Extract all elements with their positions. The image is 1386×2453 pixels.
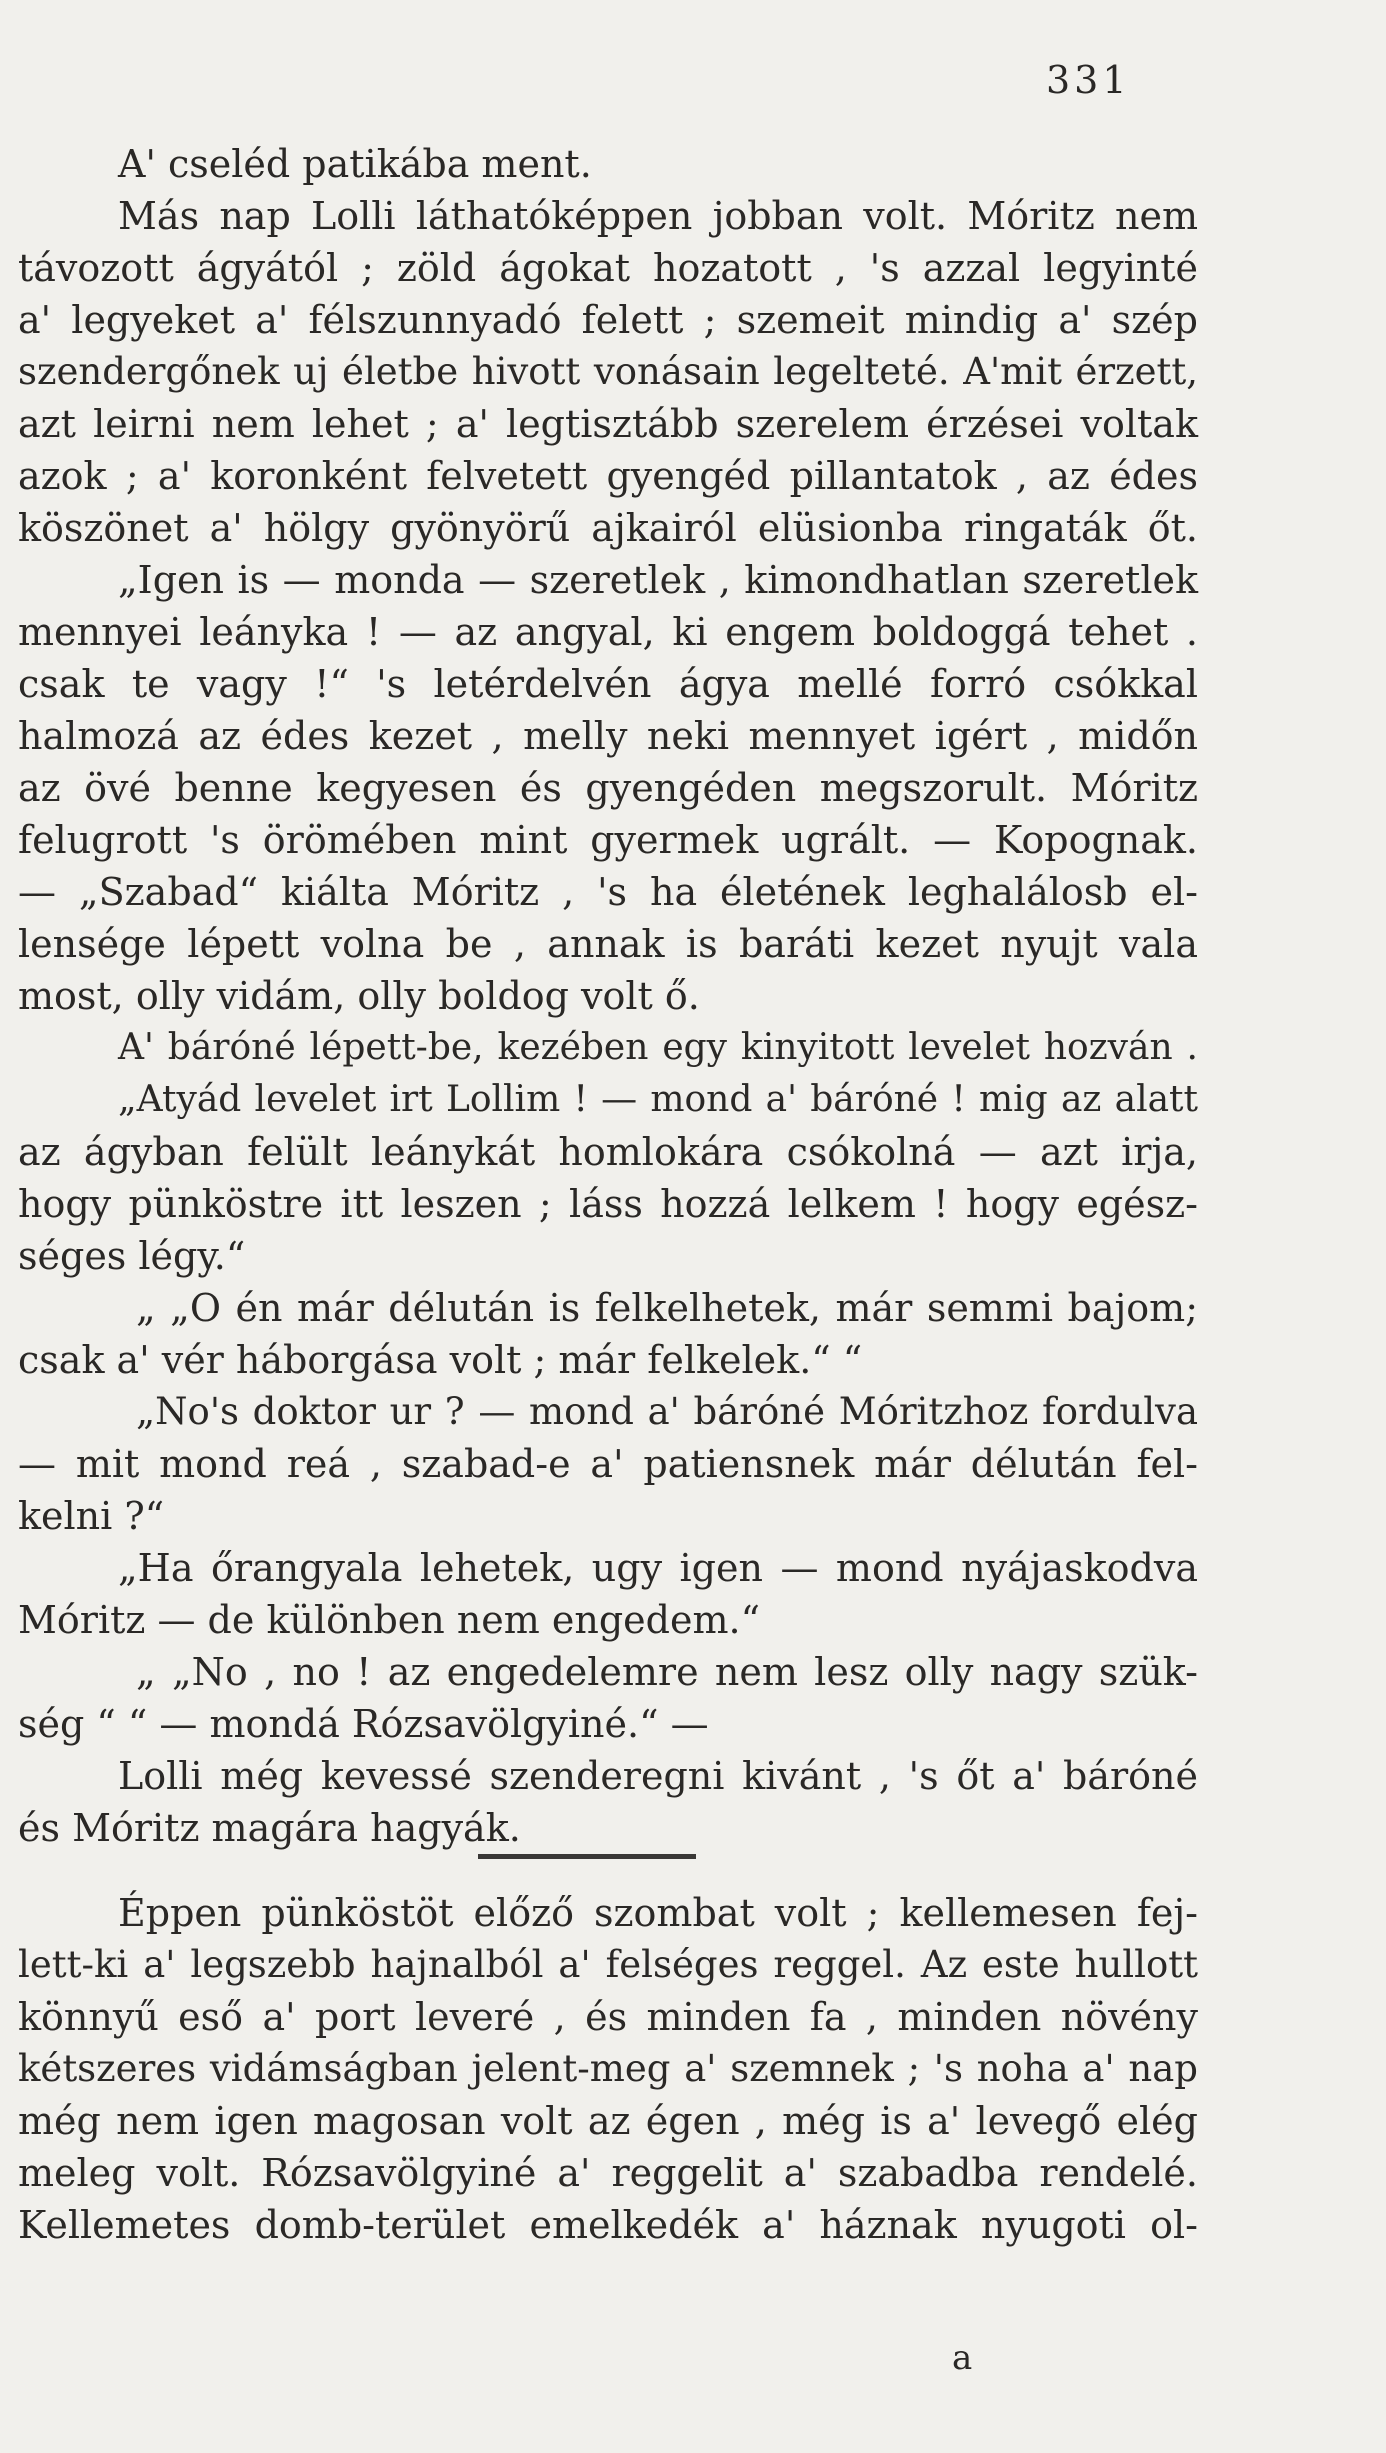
text-line: a' legyeket a' félszunnyadó felett ; szemeit mindig a' szép bbox=[18, 298, 1198, 342]
text-line: kelni ?“ bbox=[18, 1494, 165, 1538]
text-line: távozott ágyától ; zöld ágokat hozatott , 's azzal legyinté bbox=[18, 246, 1198, 290]
text-line: az övé benne kegyesen és gyengéden megszorult. Móritz bbox=[18, 766, 1198, 810]
text-line: „No's doktor ur ? — mond a' báróné Móritzhoz fordulva bbox=[136, 1390, 1198, 1433]
text-line: — „Szabad“ kiálta Móritz , 's ha életének leghalálosb el- bbox=[18, 870, 1198, 914]
text-line: A' cseléd patikába ment. bbox=[118, 142, 592, 186]
text-line: Más nap Lolli láthatóképpen jobban volt. Móritz nem bbox=[118, 194, 1198, 238]
catchword: a bbox=[952, 2338, 973, 2378]
text-line: ség “ “ — mondá Rózsavölgyiné.“ — bbox=[18, 1702, 709, 1746]
text-line: „Ha őrangyala lehetek, ugy igen — mond nyájaskodva bbox=[118, 1546, 1198, 1590]
text-line: az ágyban felült leánykát homlokára csókolná — azt irja, bbox=[18, 1130, 1198, 1174]
text-line: hogy pünköstre itt leszen ; láss hozzá lelkem ! hogy egész- bbox=[18, 1182, 1198, 1226]
text-line: azt leirni nem lehet ; a' legtisztább szerelem érzései voltak bbox=[18, 402, 1198, 446]
text-line: lensége lépett volna be , annak is baráti kezet nyujt vala bbox=[18, 922, 1198, 966]
text-line: azok ; a' koronként felvetett gyengéd pillantatok , az édes bbox=[18, 454, 1198, 498]
text-line: „Atyád levelet irt Lollim ! — mond a' báróné ! mig az alatt bbox=[118, 1079, 1198, 1120]
text-line: séges légy.“ bbox=[18, 1234, 246, 1278]
text-line: még nem igen magosan volt az égen , még is a' levegő elég bbox=[18, 2099, 1198, 2143]
page-text-continued bbox=[18, 1887, 1198, 2251]
text-line: Lolli még kevessé szenderegni kivánt , 's őt a' báróné bbox=[118, 1754, 1198, 1798]
text-line: lett-ki a' legszebb hajnalból a' felséges reggel. Az este hullott bbox=[18, 1943, 1198, 1986]
text-line: és Móritz magára hagyák. bbox=[18, 1806, 521, 1850]
text-line: könnyű eső a' port leveré , és minden fa , minden növény bbox=[18, 1995, 1198, 2039]
text-line: köszönet a' hölgy gyönyörű ajkairól elüsionba ringaták őt. bbox=[18, 506, 1198, 550]
text-line: meleg volt. Rózsavölgyiné a' reggelit a' szabadba rendelé. bbox=[18, 2151, 1198, 2195]
text-line: A' báróné lépett-be, kezében egy kinyitott levelet hozván . bbox=[118, 1027, 1198, 1068]
text-line: most, olly vidám, olly boldog volt ő. bbox=[18, 974, 700, 1018]
page-text bbox=[18, 138, 1198, 1854]
text-line: — mit mond reá , szabad-e a' patiensnek már délután fel- bbox=[18, 1442, 1198, 1486]
page-number: 331 bbox=[1046, 58, 1131, 102]
text-line: csak te vagy !“ 's letérdelvén ágya mellé forró csókkal bbox=[18, 662, 1198, 706]
text-line: csak a' vér háborgása volt ; már felkelek.“ “ bbox=[18, 1338, 863, 1382]
text-line: Kellemetes domb-terület emelkedék a' háznak nyugoti ol- bbox=[18, 2203, 1198, 2247]
text-line: „Igen is — monda — szeretlek , kimondhatlan szeretlek bbox=[118, 558, 1198, 602]
text-line: „ „O én már délután is felkelhetek, már semmi bajom; bbox=[136, 1286, 1198, 1330]
text-line: Éppen pünköstöt előző szombat volt ; kellemesen fej- bbox=[118, 1891, 1198, 1935]
text-line: „ „No , no ! az engedelemre nem lesz olly nagy szük- bbox=[136, 1650, 1198, 1694]
text-line: Móritz — de különben nem engedem.“ bbox=[18, 1598, 761, 1642]
text-line: kétszeres vidámságban jelent-meg a' szemnek ; 's noha a' nap bbox=[18, 2047, 1198, 2090]
text-line: halmozá az édes kezet , melly neki mennyet igért , midőn bbox=[18, 714, 1198, 758]
section-divider bbox=[478, 1854, 696, 1859]
text-line: felugrott 's örömében mint gyermek ugrált. — Kopognak. bbox=[18, 818, 1198, 862]
text-line: mennyei leányka ! — az angyal, ki engem boldoggá tehet . bbox=[18, 610, 1198, 654]
text-line: szendergőnek uj életbe hivott vonásain legelteté. A'mit érzett, bbox=[18, 350, 1198, 393]
